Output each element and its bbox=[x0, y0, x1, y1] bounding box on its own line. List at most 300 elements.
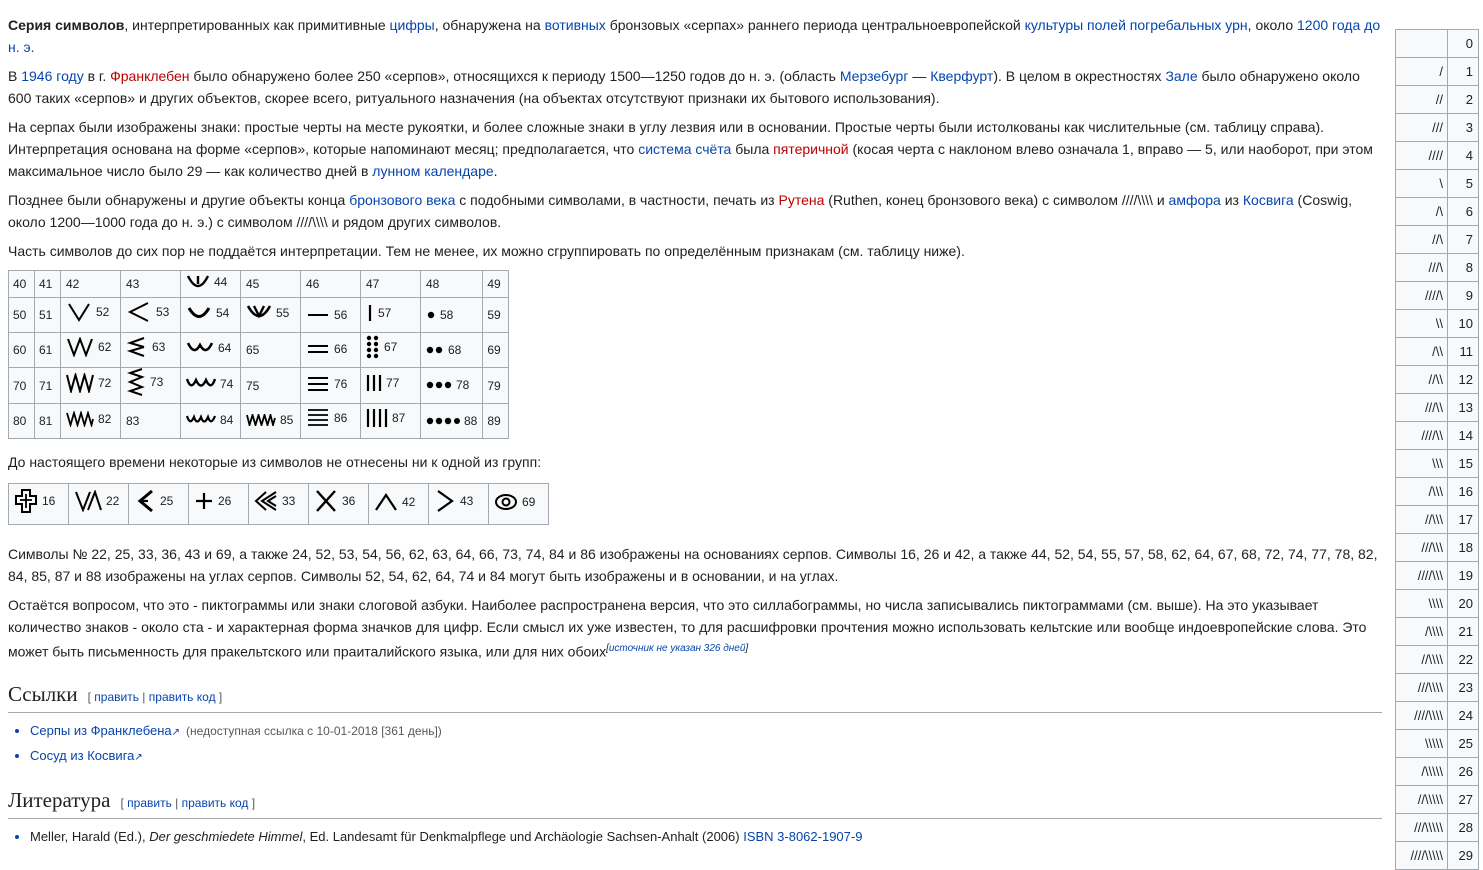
citation-needed-link[interactable]: источник не указан 326 дней bbox=[608, 643, 746, 654]
table-cell bbox=[241, 271, 301, 298]
text: , интерпретированных как примитивные bbox=[124, 17, 390, 33]
numerals-table bbox=[1395, 29, 1479, 870]
link-amphora[interactable]: амфора bbox=[1168, 192, 1221, 208]
cell-number: 43 bbox=[460, 493, 474, 508]
table-cell bbox=[121, 404, 181, 439]
cell-number: 59 bbox=[487, 308, 501, 322]
cell-number: 51 bbox=[39, 308, 53, 322]
cell-number: 84 bbox=[220, 413, 234, 427]
numeral-value: 14 bbox=[1448, 422, 1479, 450]
table-cell bbox=[301, 271, 361, 298]
table-cell bbox=[35, 404, 61, 439]
numeral-value: 5 bbox=[1448, 170, 1479, 198]
table-cell bbox=[61, 333, 121, 368]
numeral-symbol: / bbox=[1396, 58, 1448, 86]
numeral-symbol: /// bbox=[1396, 114, 1448, 142]
citation-needed bbox=[606, 643, 748, 654]
cell-number: 45 bbox=[246, 277, 260, 291]
table-cell bbox=[361, 271, 421, 298]
numeral-row bbox=[1396, 198, 1479, 226]
numeral-value: 8 bbox=[1448, 254, 1479, 282]
symbol-44-icon bbox=[186, 274, 210, 290]
symbol-67-icon bbox=[366, 335, 380, 359]
cell-number: 22 bbox=[106, 493, 120, 508]
external-link-frankleben[interactable]: Серпы из Франклебена bbox=[30, 722, 172, 738]
cell-number: 81 bbox=[39, 414, 53, 428]
article-content bbox=[8, 14, 1382, 848]
cell-number: 33 bbox=[282, 493, 296, 508]
section-edit-links: [ править | править код ] bbox=[120, 795, 256, 810]
numeral-symbol: //\\ bbox=[1396, 366, 1448, 394]
cell-number: 66 bbox=[334, 342, 348, 356]
cell-number: 70 bbox=[13, 378, 27, 393]
table-cell bbox=[129, 484, 189, 525]
literature-heading bbox=[8, 787, 1382, 819]
numeral-row bbox=[1396, 58, 1479, 86]
link-1200-bc[interactable]: 1200 года до н. э. bbox=[8, 17, 1381, 55]
link-frankleben[interactable]: Франклебен bbox=[110, 68, 190, 84]
text: ). В целом в окрестностях bbox=[993, 68, 1166, 84]
symbol-25-icon bbox=[134, 489, 156, 513]
table-cell bbox=[421, 368, 483, 404]
text: было обнаружено около 600 таких «серпов» и других объектов, скорее всего, ритуального назначения (на объектах отсутствуют признаки их бытового использования). bbox=[8, 68, 1360, 106]
link-ruthen[interactable]: Рутена bbox=[778, 192, 825, 208]
cell-number: 26 bbox=[218, 494, 232, 508]
cell-number: 58 bbox=[440, 307, 454, 322]
cell-number: 42 bbox=[66, 277, 80, 291]
cell-number: 40 bbox=[13, 277, 27, 291]
symbol-64-icon bbox=[186, 340, 214, 356]
edit-link[interactable]: править bbox=[94, 689, 139, 704]
numeral-symbol: //\\\\ bbox=[1396, 646, 1448, 674]
numeral-row bbox=[1396, 30, 1479, 58]
text: . bbox=[493, 163, 498, 179]
table-cell bbox=[61, 298, 121, 333]
cell-number: 49 bbox=[487, 277, 501, 291]
intro-paragraph-5: Часть символов до сих пор не поддаётся интерпретации. Тем не менее, их можно сгруппировать по определённым признакам (см. таблицу ниже). bbox=[8, 243, 965, 259]
symbol-77-icon bbox=[366, 374, 382, 392]
link-lunar-calendar[interactable]: лунном календаре bbox=[372, 163, 494, 179]
table-cell bbox=[181, 333, 241, 368]
numeral-value: 12 bbox=[1448, 366, 1479, 394]
numeral-row bbox=[1396, 366, 1479, 394]
cell-number: 67 bbox=[384, 339, 398, 354]
numeral-value: 20 bbox=[1448, 590, 1479, 618]
numeral-value: 16 bbox=[1448, 478, 1479, 506]
list-item bbox=[30, 744, 1382, 769]
cell-number: 64 bbox=[218, 341, 232, 355]
numeral-row bbox=[1396, 674, 1479, 702]
numeral-symbol: /\\\\ bbox=[1396, 618, 1448, 646]
table-cell bbox=[421, 333, 483, 368]
link-votiv[interactable]: вотивных bbox=[544, 17, 606, 33]
text: была bbox=[731, 141, 774, 157]
cell-number: 55 bbox=[276, 305, 290, 320]
external-link-icon: ↗ bbox=[171, 726, 181, 738]
numeral-row bbox=[1396, 618, 1479, 646]
symbol-66-icon bbox=[306, 343, 330, 355]
symbol-53-icon bbox=[126, 301, 152, 323]
cell-number: 44 bbox=[214, 275, 228, 289]
numeral-value: 4 bbox=[1448, 142, 1479, 170]
cell-number: 41 bbox=[39, 277, 53, 291]
numeral-row bbox=[1396, 786, 1479, 814]
cell-number: 85 bbox=[280, 413, 294, 427]
numeral-symbol: // bbox=[1396, 86, 1448, 114]
table-cell bbox=[421, 404, 483, 439]
numeral-row bbox=[1396, 338, 1479, 366]
numeral-value: 15 bbox=[1448, 450, 1479, 478]
table-cell bbox=[121, 298, 181, 333]
link-cifry[interactable]: цифры bbox=[389, 17, 435, 33]
text: из bbox=[1220, 192, 1243, 208]
link-querfurt[interactable]: Кверфурт bbox=[930, 68, 994, 84]
cell-number: 61 bbox=[39, 343, 53, 357]
table-cell bbox=[181, 298, 241, 333]
cell-number: 86 bbox=[334, 411, 348, 425]
symbol-86-icon bbox=[306, 408, 330, 428]
numeral-value: 11 bbox=[1448, 338, 1479, 366]
table-cell bbox=[483, 298, 509, 333]
symbol-43-icon bbox=[434, 489, 456, 513]
external-link-coswig[interactable]: Сосуд из Косвига bbox=[30, 747, 135, 763]
table-cell bbox=[121, 368, 181, 404]
bracket: ] bbox=[745, 643, 749, 654]
table-cell bbox=[361, 404, 421, 439]
link-saale[interactable]: Зале bbox=[1165, 68, 1198, 84]
cell-number: 71 bbox=[39, 378, 53, 393]
cell-number: 47 bbox=[366, 277, 380, 291]
link-1946[interactable]: 1946 году bbox=[21, 68, 84, 84]
cell-number: 53 bbox=[156, 304, 170, 319]
table-cell bbox=[249, 484, 309, 525]
numeral-value: 19 bbox=[1448, 562, 1479, 590]
cell-number: 62 bbox=[98, 340, 112, 354]
cell-number: 83 bbox=[126, 414, 140, 428]
numeral-symbol: ///\\ bbox=[1396, 394, 1448, 422]
link-bronze-age[interactable]: бронзового века bbox=[349, 192, 456, 208]
numeral-row bbox=[1396, 450, 1479, 478]
symbol-56-icon bbox=[306, 311, 330, 319]
bracket: [ bbox=[606, 643, 609, 654]
table-cell bbox=[181, 271, 241, 298]
external-links-list bbox=[8, 719, 1382, 769]
text: На серпах были изображены знаки: простые черты на месте рукоятки, и более сложные знаки в углу лезвия или в основании. Простые черты были истолкованы как числительные (см. таблицу справа). Интерпретация основана на форме «серпов», которые напоминают месяц; предполагается, что bbox=[8, 119, 1325, 157]
cell-number: 73 bbox=[150, 375, 164, 389]
text: , около bbox=[1247, 17, 1297, 33]
cell-number: 60 bbox=[13, 343, 27, 357]
table-cell bbox=[483, 271, 509, 298]
symbol-84-icon bbox=[186, 414, 216, 426]
cell-number: 46 bbox=[306, 277, 320, 291]
text: Остаётся вопросом, что это - пиктограммы или знаки слоговой азбуки. Наиболее распространена версия, что это силлабограммы, но числа записывались пиктограммами (см. выше). На это указывает количество знаков - около ста - и характерная форма значков для цифр. Если смысл их уже известен, то для расшифровки прочтения можно использовать кельтские или вообще индоевропейские слова. Это может быть письменность для пракельтского или праиталийского языка, или для них обоих bbox=[8, 597, 1367, 660]
cell-number: 75 bbox=[246, 378, 260, 393]
table-cell bbox=[9, 404, 35, 439]
numeral-row bbox=[1396, 478, 1479, 506]
text: — bbox=[908, 68, 931, 84]
numeral-row bbox=[1396, 170, 1479, 198]
numeral-value: 1 bbox=[1448, 58, 1479, 86]
numeral-value: 0 bbox=[1448, 30, 1479, 58]
edit-link[interactable]: править bbox=[127, 795, 172, 810]
dead-link-note: (недоступная ссылка с 10-01-2018 [361 день]) bbox=[186, 723, 442, 738]
symbol-22-icon bbox=[74, 490, 102, 512]
numeral-row bbox=[1396, 506, 1479, 534]
table-cell bbox=[35, 298, 61, 333]
table-row bbox=[9, 271, 509, 298]
symbol-26-icon bbox=[194, 491, 214, 511]
symbol-42-icon bbox=[374, 493, 398, 511]
numeral-value: 2 bbox=[1448, 86, 1479, 114]
symbol-36-icon bbox=[314, 489, 338, 513]
symbol-85-icon bbox=[246, 414, 276, 426]
table-cell bbox=[301, 298, 361, 333]
link-merseburg[interactable]: Мерзебург bbox=[839, 68, 909, 84]
intro-paragraph-3 bbox=[8, 116, 1382, 182]
numeral-value: 25 bbox=[1448, 730, 1479, 758]
numeral-symbol: ////\\ bbox=[1396, 422, 1448, 450]
symbol-68-icon bbox=[426, 345, 444, 355]
symbol-82-icon bbox=[66, 411, 94, 427]
symbol-55-icon bbox=[246, 304, 272, 322]
cell-number: 52 bbox=[96, 305, 110, 319]
section-title: Ссылки bbox=[8, 681, 78, 706]
intro-paragraph-4 bbox=[8, 189, 1382, 233]
text: с подобными символами, в частности, печать из bbox=[455, 192, 779, 208]
symbol-87-icon bbox=[366, 408, 388, 428]
symbol-63-icon bbox=[126, 337, 148, 357]
symbol-76-icon bbox=[306, 376, 330, 392]
symbol-69-icon bbox=[494, 493, 518, 511]
numeral-symbol: /\\ bbox=[1396, 338, 1448, 366]
misc-intro: До настоящего времени некоторые из символов не отнесены ни к одной из групп: bbox=[8, 454, 542, 470]
text: Позднее были обнаружены и другие объекты конца bbox=[8, 192, 350, 208]
cell-number: 80 bbox=[13, 414, 27, 428]
numeral-symbol: \\\ bbox=[1396, 450, 1448, 478]
intro-paragraph-2 bbox=[8, 65, 1382, 109]
cell-number: 48 bbox=[426, 277, 440, 291]
numeral-symbol: \\\\ bbox=[1396, 590, 1448, 618]
cell-number: 63 bbox=[152, 340, 166, 354]
numeral-value: 28 bbox=[1448, 814, 1479, 842]
numeral-symbol: //\\\ bbox=[1396, 506, 1448, 534]
table-cell bbox=[361, 368, 421, 404]
table-cell bbox=[9, 484, 69, 525]
numeral-value: 6 bbox=[1448, 198, 1479, 226]
book-title: Der geschmiedete Himmel bbox=[149, 828, 303, 844]
text: , обнаружена на bbox=[434, 17, 545, 33]
numeral-value: 13 bbox=[1448, 394, 1479, 422]
numeral-value: 7 bbox=[1448, 226, 1479, 254]
numeral-symbol: \\\\\ bbox=[1396, 730, 1448, 758]
term-bold: Серия символов bbox=[8, 17, 125, 33]
numeral-row bbox=[1396, 114, 1479, 142]
table-row bbox=[9, 333, 509, 368]
cell-number: 72 bbox=[98, 375, 112, 390]
table-cell bbox=[35, 368, 61, 404]
numeral-row bbox=[1396, 534, 1479, 562]
numeral-row bbox=[1396, 646, 1479, 674]
table-cell bbox=[301, 333, 361, 368]
table-cell bbox=[35, 333, 61, 368]
table-cell bbox=[35, 271, 61, 298]
table-cell bbox=[361, 298, 421, 333]
symbol-72-icon bbox=[66, 373, 94, 393]
table-cell bbox=[421, 298, 483, 333]
cell-number: 54 bbox=[216, 306, 230, 320]
symbols-location-paragraph: Символы № 22, 25, 33, 36, 43 и 69, а также 24, 52, 53, 54, 56, 62, 63, 64, 66, 73, 74, 84 и 86 изображены на основаниях серпов. Символы 16, 26 и 42, а также 44, 52, 54, 55, 57, 58, 62, 64, 67, 68, 72, 74, 77, 78, 82, 84, 85, 87 и 88 изображены на углах серпов. Символы 52, 54, 62, 64, 74 и 84 могут быть изображены и в основании, и на углах. bbox=[8, 546, 1378, 584]
table-cell bbox=[61, 368, 121, 404]
table-cell bbox=[241, 404, 301, 439]
numeral-row bbox=[1396, 758, 1479, 786]
text: в г. bbox=[83, 68, 111, 84]
numeral-symbol: //\\\\\ bbox=[1396, 786, 1448, 814]
interpretation-paragraph bbox=[8, 594, 1382, 663]
table-cell bbox=[489, 484, 549, 525]
list-item bbox=[30, 719, 1382, 744]
table-cell bbox=[121, 333, 181, 368]
isbn-link[interactable]: ISBN 3-8062-1907-9 bbox=[743, 828, 863, 844]
numeral-value: 22 bbox=[1448, 646, 1479, 674]
numeral-row bbox=[1396, 702, 1479, 730]
numeral-row bbox=[1396, 86, 1479, 114]
numeral-value: 17 bbox=[1448, 506, 1479, 534]
symbol-33-icon bbox=[254, 490, 278, 512]
section-title: Литература bbox=[8, 787, 111, 812]
numeral-row bbox=[1396, 730, 1479, 758]
cell-number: 16 bbox=[42, 493, 56, 508]
text: бронзовых «серпах» раннего периода центральноевропейской bbox=[605, 17, 1025, 33]
cell-number: 65 bbox=[246, 343, 260, 357]
table-row bbox=[9, 298, 509, 333]
cell-number: 74 bbox=[220, 377, 234, 391]
symbol-52-icon bbox=[66, 302, 92, 322]
numeral-symbol: ///\\\\\ bbox=[1396, 814, 1448, 842]
symbol-58-icon bbox=[426, 310, 436, 320]
link-urnfield-culture[interactable]: культуры полей погребальных урн bbox=[1024, 17, 1248, 33]
numeral-symbol: ///\\\ bbox=[1396, 534, 1448, 562]
edit-code-link[interactable]: править код bbox=[148, 689, 216, 704]
table-cell bbox=[483, 333, 509, 368]
table-cell bbox=[483, 404, 509, 439]
numeral-row bbox=[1396, 814, 1479, 842]
cell-number: 36 bbox=[342, 493, 356, 508]
numeral-row bbox=[1396, 226, 1479, 254]
numeral-symbol: ///\\\\ bbox=[1396, 674, 1448, 702]
symbol-16-icon bbox=[14, 488, 38, 514]
cell-number: 50 bbox=[13, 308, 27, 322]
text: (косая черта с наклоном влево означала 1, вправо — 5, или наоборот, при этом максимальное число было 29 — как количество дней в bbox=[8, 141, 1373, 179]
symbol-62-icon bbox=[66, 337, 94, 357]
table-cell bbox=[9, 368, 35, 404]
cell-number: 42 bbox=[402, 494, 416, 509]
text: было обнаружено более 250 «серпов», относящихся к периоду 1500—1250 годов до н. э. (область bbox=[189, 68, 840, 84]
edit-code-link[interactable]: править код bbox=[181, 795, 249, 810]
numeral-symbol: ////\\\\ bbox=[1396, 702, 1448, 730]
table-row bbox=[9, 404, 509, 439]
numeral-row bbox=[1396, 254, 1479, 282]
symbol-57-icon bbox=[366, 304, 374, 322]
text: В bbox=[8, 68, 22, 84]
cell-number: 69 bbox=[522, 494, 536, 509]
table-cell bbox=[69, 484, 129, 525]
numeral-symbol: ////\ bbox=[1396, 282, 1448, 310]
cell-number: 43 bbox=[126, 277, 140, 291]
table-cell bbox=[9, 333, 35, 368]
table-cell bbox=[241, 368, 301, 404]
numeral-row bbox=[1396, 142, 1479, 170]
link-coswig[interactable]: Косвига bbox=[1242, 192, 1294, 208]
numeral-symbol: /\ bbox=[1396, 198, 1448, 226]
cell-number: 79 bbox=[487, 378, 501, 393]
symbol-78-icon bbox=[426, 380, 452, 390]
link-quinary[interactable]: пятеричной bbox=[773, 141, 849, 157]
table-row bbox=[9, 484, 549, 525]
literature-list bbox=[8, 825, 1382, 848]
link-numeral-system[interactable]: система счёта bbox=[638, 141, 732, 157]
numeral-symbol: \ bbox=[1396, 170, 1448, 198]
table-cell bbox=[483, 368, 509, 404]
numeral-symbol: /\\\\\ bbox=[1396, 758, 1448, 786]
numeral-row bbox=[1396, 422, 1479, 450]
cell-number: 25 bbox=[160, 493, 174, 508]
table-row bbox=[9, 368, 509, 404]
numeral-row bbox=[1396, 394, 1479, 422]
table-cell bbox=[429, 484, 489, 525]
text: (Coswig, около 1200—1000 года до н. э.) с символом ////\\\\ и рядом других символов. bbox=[8, 192, 1353, 230]
numeral-value: 18 bbox=[1448, 534, 1479, 562]
cell-number: 89 bbox=[487, 414, 501, 428]
cell-number: 82 bbox=[98, 412, 112, 426]
symbol-73-icon bbox=[126, 368, 146, 396]
table-cell bbox=[241, 333, 301, 368]
numeral-row bbox=[1396, 282, 1479, 310]
numeral-symbol: //// bbox=[1396, 142, 1448, 170]
table-cell bbox=[121, 271, 181, 298]
table-cell bbox=[61, 404, 121, 439]
cell-number: 76 bbox=[334, 376, 348, 391]
cell-number: 56 bbox=[334, 308, 348, 322]
numeral-row bbox=[1396, 842, 1479, 870]
numeral-value: 27 bbox=[1448, 786, 1479, 814]
table-cell bbox=[361, 333, 421, 368]
numeral-row bbox=[1396, 562, 1479, 590]
numeral-symbol: ////\\\ bbox=[1396, 562, 1448, 590]
table-cell bbox=[369, 484, 429, 525]
numeral-value: 21 bbox=[1448, 618, 1479, 646]
list-item bbox=[30, 825, 1382, 848]
numeral-symbol: ////\\\\\ bbox=[1396, 842, 1448, 870]
table-cell bbox=[9, 271, 35, 298]
symbol-74-icon bbox=[186, 377, 216, 391]
text: , Ed. Landesamt für Denkmalpflege und Archäologie Sachsen-Anhalt (2006) bbox=[302, 828, 744, 844]
section-edit-links: [ править | править код ] bbox=[87, 689, 223, 704]
external-link-icon: ↗ bbox=[134, 751, 143, 763]
numeral-symbol: ///\ bbox=[1396, 254, 1448, 282]
symbol-54-icon bbox=[186, 305, 212, 321]
table-cell bbox=[301, 368, 361, 404]
table-cell bbox=[181, 404, 241, 439]
numeral-symbol bbox=[1396, 30, 1448, 58]
table-cell bbox=[309, 484, 369, 525]
intro-paragraph-1 bbox=[8, 14, 1382, 58]
table-cell bbox=[61, 271, 121, 298]
table-cell bbox=[189, 484, 249, 525]
numeral-value: 23 bbox=[1448, 674, 1479, 702]
table-cell bbox=[301, 404, 361, 439]
cell-number: 57 bbox=[378, 305, 392, 320]
numeral-value: 10 bbox=[1448, 310, 1479, 338]
